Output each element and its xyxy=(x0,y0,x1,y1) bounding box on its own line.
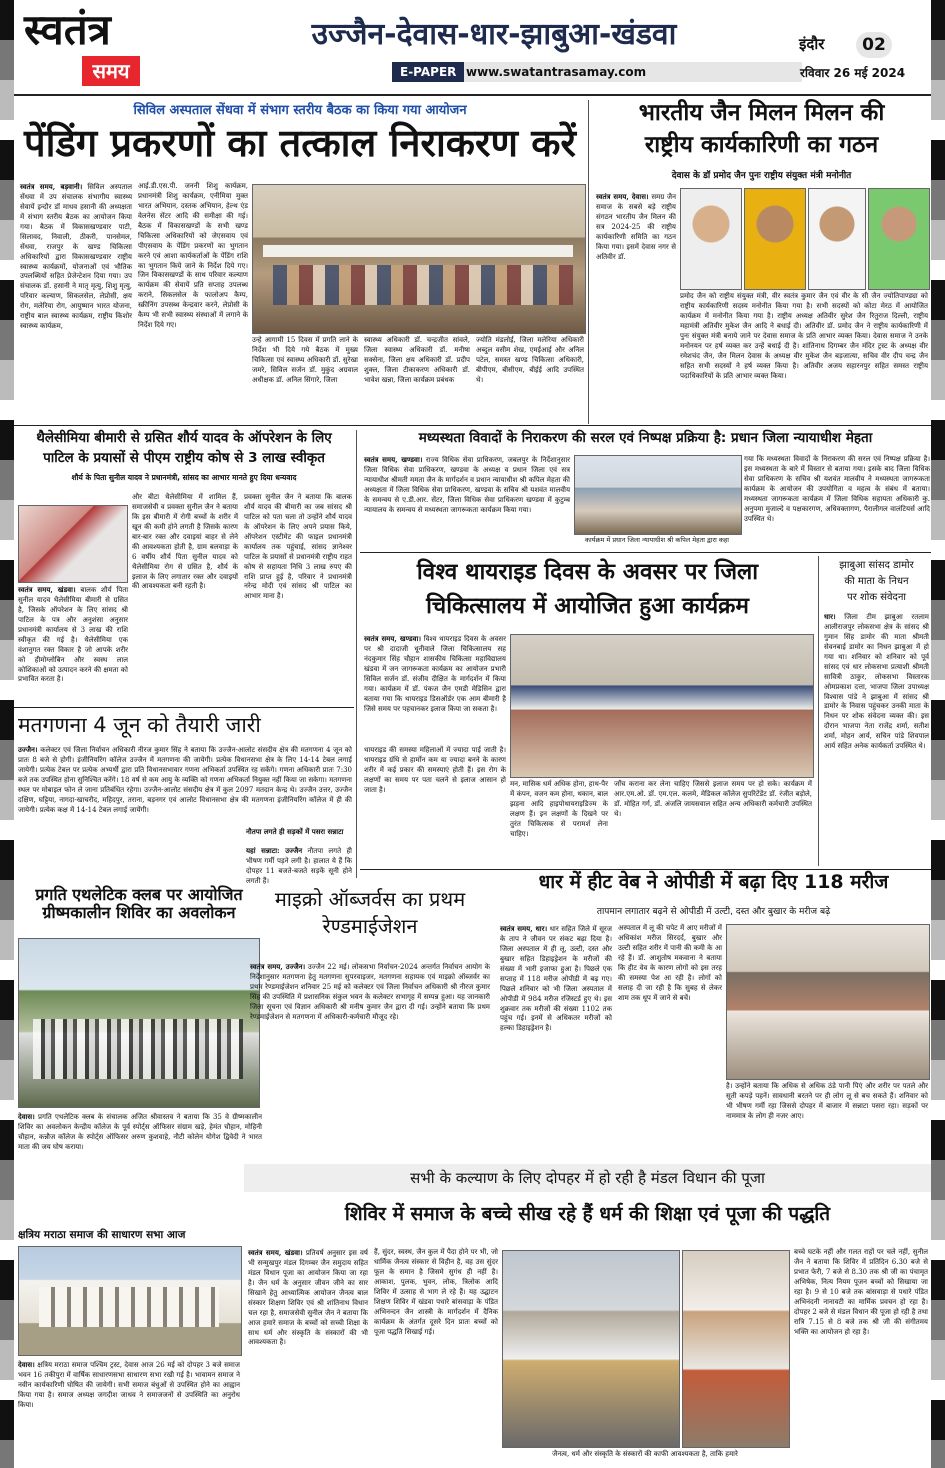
page-number: 02 xyxy=(856,32,892,58)
text: उज्जैन 22 मई। लोकसभा निर्वाचन-2024 अन्तर्गत निर्वाचन आयोग के निर्देशानुसार मतगणना हेतु मतगणना सुपरवाइजर, मतगणना सहायक एवं माइक्रो ऑब्जर्वर का प्रथम रेण्डमाईजेशन शनिवार 25 मई को कलेक्टर एवं जिला निर्वाचन अधिकारी श्री नीरज कुमार सिंह की उपस्थिति में प्रशासनिक संकुल भवन के कलेक्टर सभागृह में सम्पन्न हुआ। यह जानकारी जिला सूचना एवं विज्ञान अधिकारी श्री मनीष कुमार जैन द्वारा दी गई। उन्होंने बताया कि प्रथम रेण्डमाईजेशन से मतगणना में अधिकारी-कर्मचारी मौजूद रहे। xyxy=(250,963,490,1021)
headline: माइक्रो ऑब्जर्वस का प्रथम रेण्डमाईजेशन xyxy=(274,887,466,938)
text: धार सहित जिले में सूरज के ताप ने जीवन पर संकट बढ़ा दिया है। जिला अस्पताल में ही लू, उल्टी, दस्त और बुखार सहित डिहाइड्रेशन के मरीजों की संख्या में भारी इजाफा हुआ है। पिछले एक सप्ताह में 118 मरीज ओपीडी में बढ़ गए। पिछले शनिवार को भी जिला अस्पताल में ओपीडी में 984 मरीज रजिस्टर्ड हुए थे। इस शुक्रवार तक मरीजों की संख्या 1102 तक पहुंच गई। इनमें से अधिकतर मरीजों को हल्का डिहाइड्रेशन है। xyxy=(500,925,612,1033)
headline: धार में हीट वेब ने ओपीडी में बढ़ा दिए 118 मरीज xyxy=(538,871,889,893)
text: जिला टीम झाबुआ रतलाम आलीराजपुर लोकसभा क्षेत्र के सांसद श्री गुमान सिंह डामोर की माता श्रीमती सेवनबाई डामोर का निधन झाबुआ में हो गया था। शनिवार को शनिवार को पूर्व सांसद एवं धार लोकसभा प्रत्याशी श्रीमती सावित्री ठाकुर, लोकसभा विस्तारक ओमप्रकाश दत्ता, भाजपा जिला उपाध्यक्ष विश्वास पांडे ने झाबुआ में सांसद श्री डामोर के निवास पहुंचकर उनकी माता के निधन पर शोक संवेदना व्यक्त की। इस दौरान भाजपा नेता राजेंद्र शर्मा, सतीश शर्मा, मोहन आर्य, सचिन पांडे शिवपाल आर्य सहित अनेक कार्यकर्ता उपस्थित थे। xyxy=(824,613,929,751)
story-col-1 xyxy=(364,455,570,547)
kicker: सभी के कल्याण के लिए दोपहर में हो रही है मंडल विधान की पूजा xyxy=(410,1169,765,1187)
issue-date: रविवार 26 मई 2024 xyxy=(800,66,906,80)
byline: स्वतंत्र समय, धार। xyxy=(500,924,548,933)
byline: स्वतंत्र समय, उज्जैन। xyxy=(250,962,306,971)
story-col-3: बच्चे घटके नहीं और गलत राहों पर चले नहीं, सुनील जैन ने बताया कि शिविर में प्रतिदिन 6.30 बजे से प्रभात फेरी, 7 बजे से 8.30 तक श्री जी का पंचामृत अभिषेक, नित्य नियम पूजन बच्चों को सिखाया जा रहा है। 9 से 10 बजे तक बांसवाड़ा से पधारे पंडित अभिनंदनी नानावटी का मार्मिक प्रवचन हो रहा है। दोपहर 2 बजे से मंडल विधान की पूजा हो रही है तथा रात्रि 7.15 से 8 बजे तक श्री जी की संगीतमय भक्ति का आयोजन हो रहा है। xyxy=(794,1248,928,1336)
headline: शिविर में समाज के बच्चे सीख रहे हैं धर्म की शिक्षा एवं पूजा की पद्धति xyxy=(344,1203,831,1225)
court-photo xyxy=(574,455,742,535)
logo xyxy=(24,6,194,90)
edition-title: उज्जैन-देवास-धार-झाबुआ-खंडवा xyxy=(311,17,677,52)
photo-caption: जैनत्व, धर्म और संस्कृति के संस्कारों की काफी आवश्यकता है, ताकि हमारे xyxy=(552,1450,738,1458)
thyroid-event-photo xyxy=(510,634,814,778)
headline: मतगणना 4 जून को तैयारी जारी xyxy=(18,713,261,737)
headline-line-1: झाबुआ सांसद डामोर xyxy=(839,560,914,571)
story-col-3: मन, मासिक धर्म अधिक होना, हाथ-पैर में कंपन, वजन कम होना, थकान, बाल झड़ना आदि हाइपोथायराइडिज्म के लक्षण हैं। इन लक्षणों के दिखने पर तुरंत चिकित्सक से परामर्श लेना चाहिए। xyxy=(510,780,608,838)
hospital-photo xyxy=(726,924,930,1080)
byline: उज्जैन। xyxy=(18,745,38,754)
story-athletic-club xyxy=(14,882,264,1212)
headline: प्रगति एथलेटिक क्लब पर आयोजित ग्रीष्मकालीन शिविर का अवलोकन xyxy=(35,885,243,923)
story-col-2: अस्पताल में लू की चपेट में आए मरीजों में अधिकांश मरीज सिरदर्द, बुखार और उल्टी सहित शरीर में पानी की कमी के आ रहे हैं। डॉ. आशुतोष मकवाना ने बताया कि हीट वेव के कारण लोगों को इस तरह की समस्या पेश आ रही है। लोगों को सलाह दी जा रही है कि सुबह से लेकर शाम तक धूप में जाने से बचें। xyxy=(618,924,722,1002)
text: प्रतिवर्ष अनुसार इस वर्ष भी सन्मुखपुर मंडल दिगम्बर जैन समुदाय सहित मंडल विधान पूजा का आयोजन किया जा रहा है। जैन धर्म के अनुसार जीवन जीने का सार सिखाने हेतु आध्यात्मिक आयोजन जैनत्व बाल संस्कार शिक्षण शिविर एवं श्री शांतिनाथ विधान चल रहा है, समाजसेवी सुनील जैन ने बताया कि आज हमारे समाज के बच्चों को सच्ची शिक्षा के साथ धर्म और संस्कृति के संस्कारों की भी आवश्यकता है। xyxy=(248,1249,368,1347)
story-body xyxy=(250,962,490,1148)
meeting-photo xyxy=(252,184,586,334)
story-thyroid-day xyxy=(360,554,815,868)
epaper-bar xyxy=(392,62,802,82)
masthead xyxy=(14,0,931,96)
mini-body xyxy=(246,846,352,885)
headline-line-1: विश्व थायराइड दिवस के अवसर पर जिला xyxy=(416,559,759,585)
epaper-label: E-PAPER xyxy=(392,62,464,82)
story-nautapa xyxy=(246,828,352,885)
text: विश्व थायराइड दिवस के अवसर पर श्री दादाजी धूनीवाले जिला चिकित्सालय सह नंदकुमार सिंह चौहान शासकीय चिकित्सा महाविद्यालय खंडवा में जन जागरूकता कार्यक्रम का आयोजन प्रभारी सिविल सर्जन डॉ. संजीव दीक्षित के मार्गदर्शन में किया गया। कार्यक्रम में डॉ. पंकज जैन एमडी मेडिसिन द्वारा बताया गया कि थायराइड डिसऑर्डर एक आम बीमारी है जिसे समय पर पहचानकर इलाज किया जा सकता है। xyxy=(364,635,506,713)
text: कलेक्टर एवं जिला निर्वाचन अधिकारी नीरज कुमार सिंह ने बताया कि उज्जैन-आलोट संसदीय क्षेत्र की मतगणना 4 जून को प्रातः 8 बजे से होगी। इंजीनियरिंग कॉलेज उज्जैन में मतगणना की जायेगी। प्रत्येक विधानसभा क्षेत्र के लिए 14-14 टेबल लगाई जायेगी। प्रत्येक टेबल पर प्रत्येक अभ्यर्थी द्वारा प्रति विधानसभावार गणना अभिकर्ता उपस्थित रह सकेंगे। गणना अधिकारी प्रातः 7:30 बजे तक उपस्थित होना सुनिश्चित करेंगे। 18 वर्ष से कम आयु के व्यक्ति को गणना अभिकर्ता नियुक्त नहीं किया जा सकेगा। मतगणना स्थल पर मोबाइल फोन ले जाना प्रतिबंधित रहेगा। उज्जैन-आलोट संसदीय क्षेत्र में कुल 2097 मतदान केन्द्र थे। उज्जैन उत्तर, उज्जैन दक्षिण, घट्टिया, नागदा-खाचरौद, महिदपुर, तराना, बड़नगर एवं आलोट विधानसभा क्षेत्र की मतगणना इंजीनियरिंग कॉलेज में ही की जायेगी। प्रत्येक कक्ष में 14-14 टेबल लगाई जायेंगी। xyxy=(18,746,352,814)
byline: देवास। xyxy=(18,1360,35,1369)
story-intro xyxy=(596,192,676,388)
headline: मध्यस्थता विवादों के निराकरण की सरल एवं निष्पक्ष प्रक्रिया है: प्रधान जिला न्यायाधीश मेहता xyxy=(418,430,873,446)
byline: स्वतंत्र समय, देवास। xyxy=(596,192,649,201)
byline: स्वतंत्र समय, खंडवा। xyxy=(18,585,76,594)
headline-line-2: की माता के निधन xyxy=(844,576,909,587)
camp-photo xyxy=(18,938,260,1108)
column-divider xyxy=(588,100,589,424)
section-rule-2 xyxy=(360,552,931,553)
story-jain-camp-kicker xyxy=(244,1164,931,1192)
byline: स्वतंत्र समय, बड़वानी। xyxy=(20,182,83,191)
text: राज्य विधिक सेवा प्राधिकरण, जबलपुर के निर्देशानुसार जिला विधिक सेवा प्राधिकरण, खण्डवा के अध्यक्ष व प्रधान जिला एवं सत्र न्यायाधीश श्रीमती ममता जैन के मार्गदर्शन व प्रधान न्यायाधीश श्री कपिल मेहता की अध्यक्षता में जिला विधिक सेवा प्राधिकरण, खण्डवा के सचिव श्री यशवंत मालवीय के समन्वय से ए.डी.आर. सेंटर, जिला विधिक सेवा प्राधिकरण खण्डवा में कुटुम्ब न्यायालय के समन्वय से मध्यस्थता जागरूकता कार्यक्रम किया गया। xyxy=(364,456,570,514)
text: समग्र जैन समाज के सबसे बड़े राष्ट्रीय संगठन भारतीय जैन मिलन की सत्र 2024-25 की राष्ट्रीय कार्यकारिणी समिति का गठन किया गया। इसमें देवास नगर से अतिवीर डॉ. xyxy=(596,193,676,261)
headline: क्षत्रिय मराठा समाज की साधारण सभा आज xyxy=(18,1229,186,1241)
story-jain-milan xyxy=(592,96,931,424)
story-col-2: आई.डी.एस.पी. जननी शिशु कार्यक्रम, प्रधानमंत्री शिशु कार्यक्रम, एनीमिया मुक्त भारत अभियान, दस्तक अभियान, हेल्थ एंड वेलनेस सेंटर आदि की समीक्षा की गई। बैठक में विकासखण्डों के सभी खण्ड चिकित्सा अधिकारियों को जेएसवाय एवं पीएसवाय के पेंडिंग प्रकरणों का भुगतान करने एवं आशा कार्यकर्ताओं के पेंडिंग राशि का भुगतान किये जाने के निर्देश दिये गए। जिन विकासखण्डों के साथ परिवार कल्याण कार्यक्रम की सेवायें प्रति सप्ताह उपलब्ध कराने, सिकलसेल के फालोअप कैम्प, स्क्रीनिंग उपसब्ध केन्द्रवार करने, लेप्रोसी के कैम्प भी सभी स्वास्थ्य संस्थाओं में लगाने के निर्देश दिये गए। xyxy=(138,182,248,330)
section-rule-1 xyxy=(14,425,931,426)
story-col-1 xyxy=(248,1248,368,1462)
story-col-4: स्वास्थ्य अधिकारी डॉ. चन्द्रजीत सांवले, जिला स्वास्थ्य अधिकारी डॉ. मनीषा सक्सेना, जिला क्षय अधिकारी डॉ. प्रदीप शुक्ल, जिला टीकाकरण अधिकारी डॉ. भावेश खन्ना, जिला कार्यक्रम प्रबंधक xyxy=(364,336,470,384)
city-label: इंदौर xyxy=(799,35,825,53)
mini-headline: नौतपा लगते ही सड़कों में पसरा सन्नाटा xyxy=(246,828,344,836)
photo-caption: कार्यक्रम में प्रधान जिला न्यायाधीश श्री कपिल मेहता द्वारा कहा xyxy=(585,536,729,544)
story-col-5: ज्योति मंडलोई, जिला मलेरिया अधिकारी अब्दुल वसीम शेख, एमईआई और अनिल पटेल, समस्त खण्ड चिकित्सा अधिकारी, बीपीएम, बीसीएम, बीईई आदि उपस्थित थे। xyxy=(476,336,584,384)
story-col-3: है। उन्होंने बताया कि अधिक से अधिक ठंडे पानी पिएं और शरीर पर पतले और सूती कपड़े पहनें। सावधानी बरतने पर ही लोग लू से बच सकते हैं। शनिवार को भी भीषण गर्मी रहा जिससे दोपहर में बाजार में सन्नाटा पसरा रहा। सड़कों पर नाममात्र के लोग ही नजर आए। xyxy=(726,1082,928,1120)
byline: धार। xyxy=(824,612,836,621)
text: क्षत्रिय मराठा समाज पश्चिम ट्रस्ट, देवास आज 26 मई को दोपहर 3 बजे समाज भवन 16 तकीपुरा में वार्षिक साधारणसभा साधारण सभा रखी गई है। भावामन समाज ने नवीन कार्यकारिणी घोषित की जायेगी। सभी समाज बंधुओं से उपस्थित होने का आह्वान किया गया है। समाज अध्यक्ष जगदीश जाधव ने समाजजनों से उपस्थिति का अनुरोध किया। xyxy=(18,1361,240,1409)
portrait-4 xyxy=(868,188,930,290)
byline: स्वतंत्र समय, खण्डवा। xyxy=(364,634,421,643)
story-col-1 xyxy=(18,585,128,705)
story-col-2: गया कि मध्यस्थता विवादों के निराकरण की सरल एवं निष्पक्ष प्रक्रिया है। इस मध्यस्थता के बारे में विस्तार से बताया गया। इसके बाद जिला विधिक सेवा प्राधिकरण के सचिव श्री यशवंत मालवीय ने मध्यस्थता जागरूकता कार्यक्रम के आयोजन की उपयोगिता व महत्व के संबंध में बताया। मध्यस्थता जागरूकता कार्यक्रम में जिला विधिक सहायता अधिकारी कु. अनुपमा मुजाल्दे व पक्षकारगण, अधिवक्तागण, पैरालीगल वालंटियर्स आदि उपस्थित थे। xyxy=(744,455,930,523)
text: बालक शौर्य पिता सुनील यादव थैलेसीमिया बीमारी से ग्रसित है, जिसके ऑपरेशन के लिए सांसद श्री पाटिल के पत्र और अनुशंसा अनुसार प्रधानमंत्री कार्यालय से 3 लाख की राशि स्वीकृत की गई है। थैलेसीमिया एक वंशानुगत रक्त विकार है जो आपके शरीर को हीमोग्लोबिन और स्वस्थ लाल कोशिकाओं को उत्पादन करने की क्षमता को प्रभावित करता है। xyxy=(18,586,129,684)
story-body xyxy=(18,1360,240,1462)
story-col-2: हैं, सुंदर, स्वस्थ, जैन कुल में पैदा होने पर भी, जो धार्मिक जैनत्व संस्कार से विहीन है, वह उस सुंदर फूल के समान है जिसमे सुगंध ही नहीं है। आकाश, पुलक, भुवन, लोक, त्रिलोक आदि शिविर में उत्साह से भाग ले रहे हैं। यह उद्घाटन शिक्षण शिविर में खंडवा पधारे बांसवाड़ा के पंडित अभिनन्दन जैन शास्त्री के मार्गदर्शन में दैनिक कार्यक्रम के अंतर्गत दूसरे दिन प्रातः बच्चों को पूजा पद्धति सिखाई गई। xyxy=(374,1248,498,1336)
story-body xyxy=(824,612,929,866)
rule xyxy=(14,707,354,708)
patient-photo xyxy=(18,505,128,583)
text: सिविल अस्पताल सेंधवा में उप संचालक संभागीय स्वास्थ्य सेवायें इन्दौर डॉ माधव हसानी की अध्यक्षता में संभाग स्तरीय बैठक का आयोजन किया गया। बैठक में विकासखण्डवार पाटी, सिलावद, निवाली, ठीकरी, पानसेमल, सेंधवा, राजपुर के खण्ड चिकित्सा अधिकारियों द्वारा विकासखण्डवार राष्ट्रीय स्वास्थ्य कार्यक्रमों, योजनाओं एवं भौतिक उपलब्धियों सहित प्रेजेन्टेशन दिया गया। उप संचालक डॉ. हसानी ने मातृ मृत्यु, शिशु मृत्यु, परिवार कल्याण, सिकलसेल, लेप्रोसी, क्षय रोग, मलेरिया रोग, आयुष्मान भारत योजना, राष्ट्रीय बाल स्वास्थ्य कार्यक्रम, राष्ट्रीय किशोर स्वास्थ्य कार्यक्रम, xyxy=(20,183,132,331)
building-photo xyxy=(18,1246,242,1356)
camp-hall-photo-2 xyxy=(682,1250,790,1448)
byline: स्वतंत्र समय, खंडवा। xyxy=(248,1248,303,1257)
headline-line-1: थैलेसीमिया बीमारी से ग्रसित शौर्य यादव के ऑपरेशन के लिए xyxy=(36,430,332,446)
portrait-3 xyxy=(808,188,866,290)
story-jain-camp xyxy=(244,1196,931,1464)
story-pending-cases xyxy=(14,96,586,424)
byline: देवास। xyxy=(18,1112,35,1121)
story-mediation xyxy=(360,427,931,549)
headline-line-3: पर शोक संवेदना xyxy=(847,592,906,603)
story-col-1 xyxy=(364,634,506,744)
story-col-2: थायराइड की समस्या महिलाओं में ज्यादा पाई जाती है। थायराइड ग्रंथि से हार्मोन कम या ज्यादा बनने के कारण शरीर में कई प्रकार की समस्याएं होती हैं। इस रोग के लक्षणों का समय पर पता चलने से इलाज आसान हो जाता है। xyxy=(364,746,506,794)
story-condolence xyxy=(822,554,931,868)
text: नौतपा लगते ही भीषण गर्मी पड़ने लगी है। हालात ये हैं कि दोपहर 11 बजते-बजते सड़कें सूनी होने लगती हैं। xyxy=(246,847,352,885)
portrait-2 xyxy=(744,188,806,290)
story-col-1 xyxy=(500,924,612,1152)
camp-hall-photo-1 xyxy=(502,1250,680,1448)
column-divider xyxy=(356,430,357,878)
headline-line-2: पाटिल के प्रयासों से पीएम राष्ट्रीय कोष से 3 लाख स्वीकृत xyxy=(43,450,325,466)
kicker: सिविल अस्पताल सेंधवा में संभाग स्तरीय बैठक का किया गया आयोजन xyxy=(133,103,467,118)
story-maratha-samaj xyxy=(14,1228,242,1464)
story-col-1 xyxy=(20,182,132,418)
headline-line-2: राष्ट्रीय कार्यकारिणी का गठन xyxy=(644,132,879,158)
portrait-1 xyxy=(680,188,742,290)
column-divider xyxy=(818,556,819,866)
headline-line-1: भारतीय जैन मिलन मिलन की xyxy=(638,100,885,126)
deck: तापमान लगातार बढ़ने से ओपीडी में उल्टी, दस्त और बुखार के मरीज बढ़े xyxy=(596,907,831,917)
story-micro-observers xyxy=(246,882,494,1152)
story-body: प्रमोद जैन को राष्ट्रीय संयुक्त मंत्री, वीर स्वतंत्र कुमार जैन एवं वीर के सी जैन ज्योतिपाण्ड्या को राष्ट्रीय कार्यकारिणी सदस्य मनोनीत किया गया है। सभी सदस्यों को कोटा मेरठ में आयोजित कार्यक्रम में मनोनीत किया गया है। राष्ट्रीय अध्यक्ष अतिवीर सुरेश जैन रितुराज दिल्ली, राष्ट्रीय महामंत्री अतिवीर मुकेश जैन आदि ने बधाई दी। अतिवीर डॉ. प्रमोद जैन ने राष्ट्रीय कार्यकारिणी में पुनः संयुक्त मंत्री बनाये जाने पर देवास समाज के प्रति आभार व्यक्त किया। देवास समाज ने उनके मनोनयन पर हर्ष व्यक्त कर उन्हें बधाई दी है। शांतिनाथ दिगम्बर जैन मंदिर ट्रस्ट के अध्यक्ष वीर रमेशचंद जैन, जैन मिलन देवास के अध्यक्ष वीर मुकेश जैन बड़जात्या, सचिव वीर दीप चन्द्र जैन सहित सभी सदस्यों ने हर्ष व्यक्त किया है। अतिवीर अजय सहारनपुर सहित समस्त राष्ट्रीय पदाधिकारियों के प्रति आभार व्यक्त किया। xyxy=(680,292,928,380)
website-link[interactable]: www.swatantrasamay.com xyxy=(466,65,647,79)
logo-bottom-text: समय xyxy=(82,56,140,86)
text: प्रगति एथलेटिक क्लब के संचालक अजित श्रीवास्तव ने बताया कि 35 वे ग्रीष्मकालीन शिविर का अवलोकन केन्द्रीय कॉलेज के पूर्व स्पोर्ट्स ऑफिसर संग्राम खड़े, हेमंत चौहान, मोहिनी चौहान, कन्नौज कॉलेज के स्पोर्ट्स ऑफिसर अरुण कुशवाहे, नौटी कोलेन योगेश द्विवेदी ने भारत माता की जय घोष कराया। xyxy=(18,1113,262,1151)
headline-line-2: चिकित्सालय में आयोजित हुआ कार्यक्रम xyxy=(426,593,749,619)
story-col-4: जाँच कराना कर लेना चाहिए जिससे इलाज समय पर हो सके। कार्यक्रम में आर.एम.ओ. डॉ. एम.एल. कलमे, मेडिकल कॉलेज सुपरिटेंडेंट डॉ. रंजीत बड़ोले, डॉ. मोहित गर्ग, डॉ. अंजलि जायसवाल सहित अन्य अधिकारी कर्मचारी उपस्थित थे। xyxy=(614,780,812,818)
right-registration-strip xyxy=(931,0,945,1468)
left-registration-strip xyxy=(0,0,14,1468)
deck: देवास के डॉ प्रमोद जैन पुनः राष्ट्रीय संयुक्त मंत्री मनोनीत xyxy=(671,171,852,181)
byline: यहां सन्नाटा: उज्जैन xyxy=(246,846,303,855)
story-body xyxy=(18,1112,262,1208)
story-col-3: उन्हे आगामी 15 दिवस में प्रगति लाने के निर्देश भी दिये गये बैठक में मुख्य चिकित्सा एवं स्वास्थ्य अधिकारी डॉ. सुरेखा जमरे, सिविल सर्जन डॉ. मुकुंद अग्रवाल अधीक्षक डॉ. अनिल सिंगारे, जिला xyxy=(252,336,358,384)
story-heat-wave xyxy=(496,872,931,1162)
story-col-3: प्रवक्ता सुनील जैन ने बताया कि बालक शौर्य यादव की बीमारी का जब सांसद श्री पाटिल को पता चला तो उन्होंने शौर्य यादव के ऑपरेशन के लिए अपने प्रयास किये, ऑपरेशन एस्टीमेट की फाइल प्रधानमंत्री कार्यालय तक पहुंचाई, सांसद ज्ञानेश्वर पाटिल के प्रयासों से प्रधानमंत्री राष्ट्रीय राहत कोष से सहायता निधि 3 लाख रुपए की राशि प्राप्त हुई है, परिवार ने प्रधानमंत्री नरेन्द्र मोदी एवं सांसद श्री पाटिल का आभार माना है। xyxy=(244,493,352,601)
section-rule-3 xyxy=(360,869,931,870)
logo-top-text: स्वतंत्र xyxy=(24,5,111,54)
byline: स्वतंत्र समय, खण्डवा। xyxy=(364,455,423,464)
deck: शौर्य के पिता सुनील यादव ने प्रधानमंत्री, सांसद का आभार मानते हुए दिया धन्यवाद xyxy=(71,473,297,482)
story-col-2: और बीटा थैलेसीमिया में शामिल हैं, समाजसेवी व प्रवक्ता सुनील जैन ने बताया कि इस बीमारी में रोगी बच्चों के शरीर में खून की कमी होने लगती है जिसके कारण बार-बार रक्त और दवाइयां बाहर से लेने की आवश्यकता होती है, ग्राम बलवाड़ा के 6 वर्षीय शौर्य पिता सुनील यादव को थैलेसीमिया रोग से ग्रसित है, शौर्य के इलाज के लिए लगातार रक्त और दवाइयों की आवश्यकता बनी रहती है। xyxy=(132,493,238,591)
headline: पेंडिंग प्रकरणों का तत्काल निराकरण करें xyxy=(24,121,576,165)
